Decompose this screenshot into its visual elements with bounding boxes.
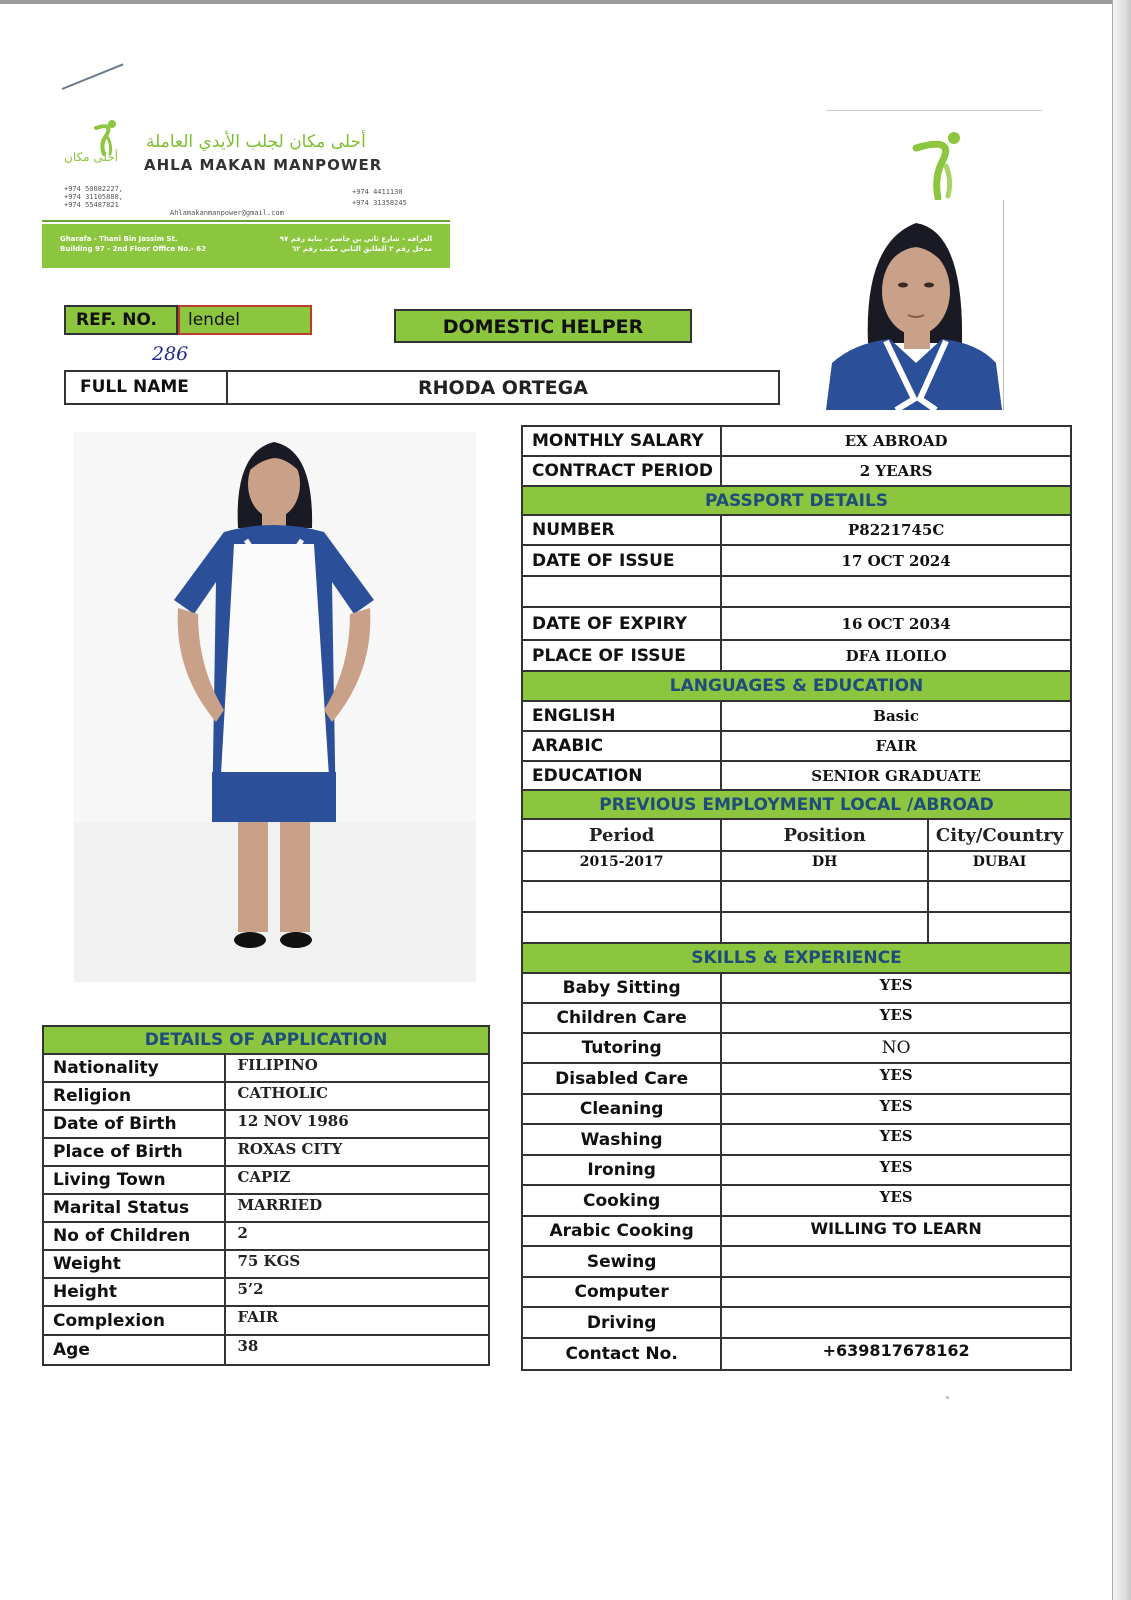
table-row (43, 1110, 489, 1138)
age-value: 38 (225, 1335, 489, 1365)
skill-value (721, 1277, 1071, 1307)
scan-page-edge (1112, 0, 1131, 1600)
skill-label: Children Care (522, 1003, 721, 1033)
monthly-salary-label: MONTHLY SALARY (522, 426, 721, 456)
table-row (522, 851, 1071, 881)
address-english: Gharafa - Thani Bin Jassim St. Building 97 - 2nd Floor Office No.- 62 (60, 235, 206, 253)
section-header-row (522, 486, 1071, 515)
logo-arabic-small: أحلى مكان (64, 150, 119, 164)
table-row (43, 1222, 489, 1250)
contact-no-label: Contact No. (522, 1338, 721, 1370)
employment-period-cell (522, 881, 721, 912)
skill-value: YES (721, 1063, 1071, 1094)
no-of-children-label: No of Children (43, 1222, 225, 1250)
table-row (522, 1124, 1071, 1155)
passport-number-label: NUMBER (522, 515, 721, 545)
marital-status-label: Marital Status (43, 1194, 225, 1222)
table-row (522, 1185, 1071, 1216)
skill-value: WILLING TO LEARN (721, 1216, 1071, 1246)
english-value: Basic (721, 701, 1071, 731)
skill-label: Cooking (522, 1185, 721, 1216)
ref-no-value: lendel (178, 305, 312, 335)
employment-period-cell (522, 912, 721, 943)
table-row (522, 1338, 1071, 1370)
scan-top-edge (0, 0, 1131, 4)
table-row (522, 456, 1071, 486)
position-column-header: Position (721, 819, 928, 851)
arabic-label: ARABIC (522, 731, 721, 761)
passport-number-value: P8221745C (721, 515, 1071, 545)
contract-period-label: CONTRACT PERIOD (522, 456, 721, 486)
skill-value: NO (721, 1033, 1071, 1063)
complexion-value: FAIR (225, 1306, 489, 1335)
date-of-birth-value: 12 NOV 1986 (225, 1110, 489, 1138)
skill-label: Driving (522, 1307, 721, 1338)
thin-rule (826, 110, 1042, 111)
details-of-application-heading: DETAILS OF APPLICATION (43, 1026, 489, 1054)
skill-value: YES (721, 1155, 1071, 1185)
table-row (522, 576, 1071, 607)
weight-label: Weight (43, 1250, 225, 1278)
place-of-issue-label: PLACE OF ISSUE (522, 640, 721, 671)
skill-value: YES (721, 973, 1071, 1003)
table-row (522, 1216, 1071, 1246)
living-town-label: Living Town (43, 1166, 225, 1194)
skill-label: Cleaning (522, 1094, 721, 1124)
skill-label: Ironing (522, 1155, 721, 1185)
languages-education-heading: LANGUAGES & EDUCATION (522, 671, 1071, 701)
table-row (522, 607, 1071, 640)
table-row (522, 1246, 1071, 1277)
employment-city-cell (928, 912, 1071, 943)
skill-label: Sewing (522, 1246, 721, 1277)
employment-city-cell (928, 881, 1071, 912)
employment-position-cell (721, 912, 928, 943)
nationality-value: FILIPINO (225, 1054, 489, 1082)
complexion-label: Complexion (43, 1306, 225, 1335)
application-details-table (42, 1025, 490, 1366)
table-row (522, 973, 1071, 1003)
passport-details-heading: PASSPORT DETAILS (522, 486, 1071, 515)
table-row (522, 545, 1071, 576)
company-header (42, 112, 450, 270)
skill-label: Baby Sitting (522, 973, 721, 1003)
date-of-expiry-value: 16 OCT 2034 (721, 607, 1071, 640)
full-name-label: FULL NAME (64, 370, 228, 405)
skill-label: Washing (522, 1124, 721, 1155)
person-figure-logo-icon (912, 128, 972, 200)
table-row (43, 1138, 489, 1166)
skill-value: YES (721, 1003, 1071, 1033)
company-email: Ahlamakanmanpower@gmail.com (170, 209, 284, 217)
city-country-column-header: City/Country (928, 819, 1071, 851)
blank-value (721, 576, 1071, 607)
arabic-value: FAIR (721, 731, 1071, 761)
section-header-row (522, 943, 1071, 973)
scan-speck (946, 1396, 949, 1399)
table-row (522, 640, 1071, 671)
monthly-salary-value: EX ABROAD (721, 426, 1071, 456)
height-label: Height (43, 1278, 225, 1306)
table-row (522, 426, 1071, 456)
section-header-row (43, 1026, 489, 1054)
table-row (522, 761, 1071, 790)
nationality-label: Nationality (43, 1054, 225, 1082)
table-row (43, 1335, 489, 1365)
ref-no-label: REF. NO. (64, 305, 178, 335)
date-of-birth-label: Date of Birth (43, 1110, 225, 1138)
table-row (43, 1054, 489, 1082)
table-row (43, 1250, 489, 1278)
phone-numbers-right: +974 4411130 +974 31358245 (352, 188, 407, 207)
address-band (42, 224, 450, 268)
skill-label: Arabic Cooking (522, 1216, 721, 1246)
skill-value (721, 1307, 1071, 1338)
blank-label (522, 576, 721, 607)
previous-employment-heading: PREVIOUS EMPLOYMENT LOCAL /ABROAD (522, 790, 1071, 819)
table-row (522, 912, 1071, 943)
table-row (43, 1194, 489, 1222)
skill-label: Tutoring (522, 1033, 721, 1063)
employment-column-headers (522, 819, 1071, 851)
table-row (522, 515, 1071, 545)
section-header-row (522, 671, 1071, 701)
candidate-info-table (521, 425, 1072, 1371)
employment-period-cell: 2015-2017 (522, 851, 721, 881)
table-row (522, 1033, 1071, 1063)
table-row (522, 1307, 1071, 1338)
skill-label: Computer (522, 1277, 721, 1307)
portrait-photo (824, 203, 1004, 410)
skill-value: YES (721, 1094, 1071, 1124)
date-of-issue-value: 17 OCT 2024 (721, 545, 1071, 576)
job-title: DOMESTIC HELPER (394, 309, 692, 343)
employment-city-cell: DUBAI (928, 851, 1071, 881)
contact-no-value: +639817678162 (721, 1338, 1071, 1370)
table-row (522, 1094, 1071, 1124)
employment-position-cell (721, 881, 928, 912)
pen-mark (62, 63, 124, 90)
address-arabic: الغرافة - شارع ثاني بن جاسم - بناية رقم ٩٧ مدخل رقم ٢ الطابق الثاني مكتب رقم ٦٢ (279, 235, 432, 253)
marital-status-value: MARRIED (225, 1194, 489, 1222)
contract-period-value: 2 YEARS (721, 456, 1071, 486)
english-label: ENGLISH (522, 701, 721, 731)
skills-experience-heading: SKILLS & EXPERIENCE (522, 943, 1071, 973)
photo-edge (1003, 200, 1004, 410)
handwritten-number: 286 (152, 343, 189, 365)
table-row (43, 1082, 489, 1110)
date-of-expiry-label: DATE OF EXPIRY (522, 607, 721, 640)
table-row (43, 1278, 489, 1306)
skill-label: Disabled Care (522, 1063, 721, 1094)
education-value: SENIOR GRADUATE (721, 761, 1071, 790)
table-row (522, 701, 1071, 731)
table-row (522, 1063, 1071, 1094)
religion-label: Religion (43, 1082, 225, 1110)
table-row (522, 1277, 1071, 1307)
table-row (522, 1155, 1071, 1185)
skill-value: YES (721, 1185, 1071, 1216)
height-value: 5’2 (225, 1278, 489, 1306)
phone-numbers-left: +974 50082227, +974 31105888, +974 55487821 (64, 185, 124, 209)
date-of-issue-label: DATE OF ISSUE (522, 545, 721, 576)
full-name-value: RHODA ORTEGA (226, 370, 780, 405)
full-body-photo (74, 432, 476, 982)
employment-position-cell: DH (721, 851, 928, 881)
weight-value: 75 KGS (225, 1250, 489, 1278)
place-of-birth-value: ROXAS CITY (225, 1138, 489, 1166)
skill-value: YES (721, 1124, 1071, 1155)
age-label: Age (43, 1335, 225, 1365)
religion-value: CATHOLIC (225, 1082, 489, 1110)
table-row (522, 731, 1071, 761)
header-divider (42, 220, 450, 222)
table-row (522, 881, 1071, 912)
brand-name-english: AHLA MAKAN MANPOWER (144, 156, 383, 174)
education-label: EDUCATION (522, 761, 721, 790)
brand-name-arabic: أحلى مكان لجلب الأيدي العاملة (146, 132, 366, 152)
period-column-header: Period (522, 819, 721, 851)
skill-value (721, 1246, 1071, 1277)
table-row (522, 1003, 1071, 1033)
no-of-children-value: 2 (225, 1222, 489, 1250)
place-of-birth-label: Place of Birth (43, 1138, 225, 1166)
place-of-issue-value: DFA ILOILO (721, 640, 1071, 671)
living-town-value: CAPIZ (225, 1166, 489, 1194)
table-row (43, 1166, 489, 1194)
table-row (43, 1306, 489, 1335)
section-header-row (522, 790, 1071, 819)
